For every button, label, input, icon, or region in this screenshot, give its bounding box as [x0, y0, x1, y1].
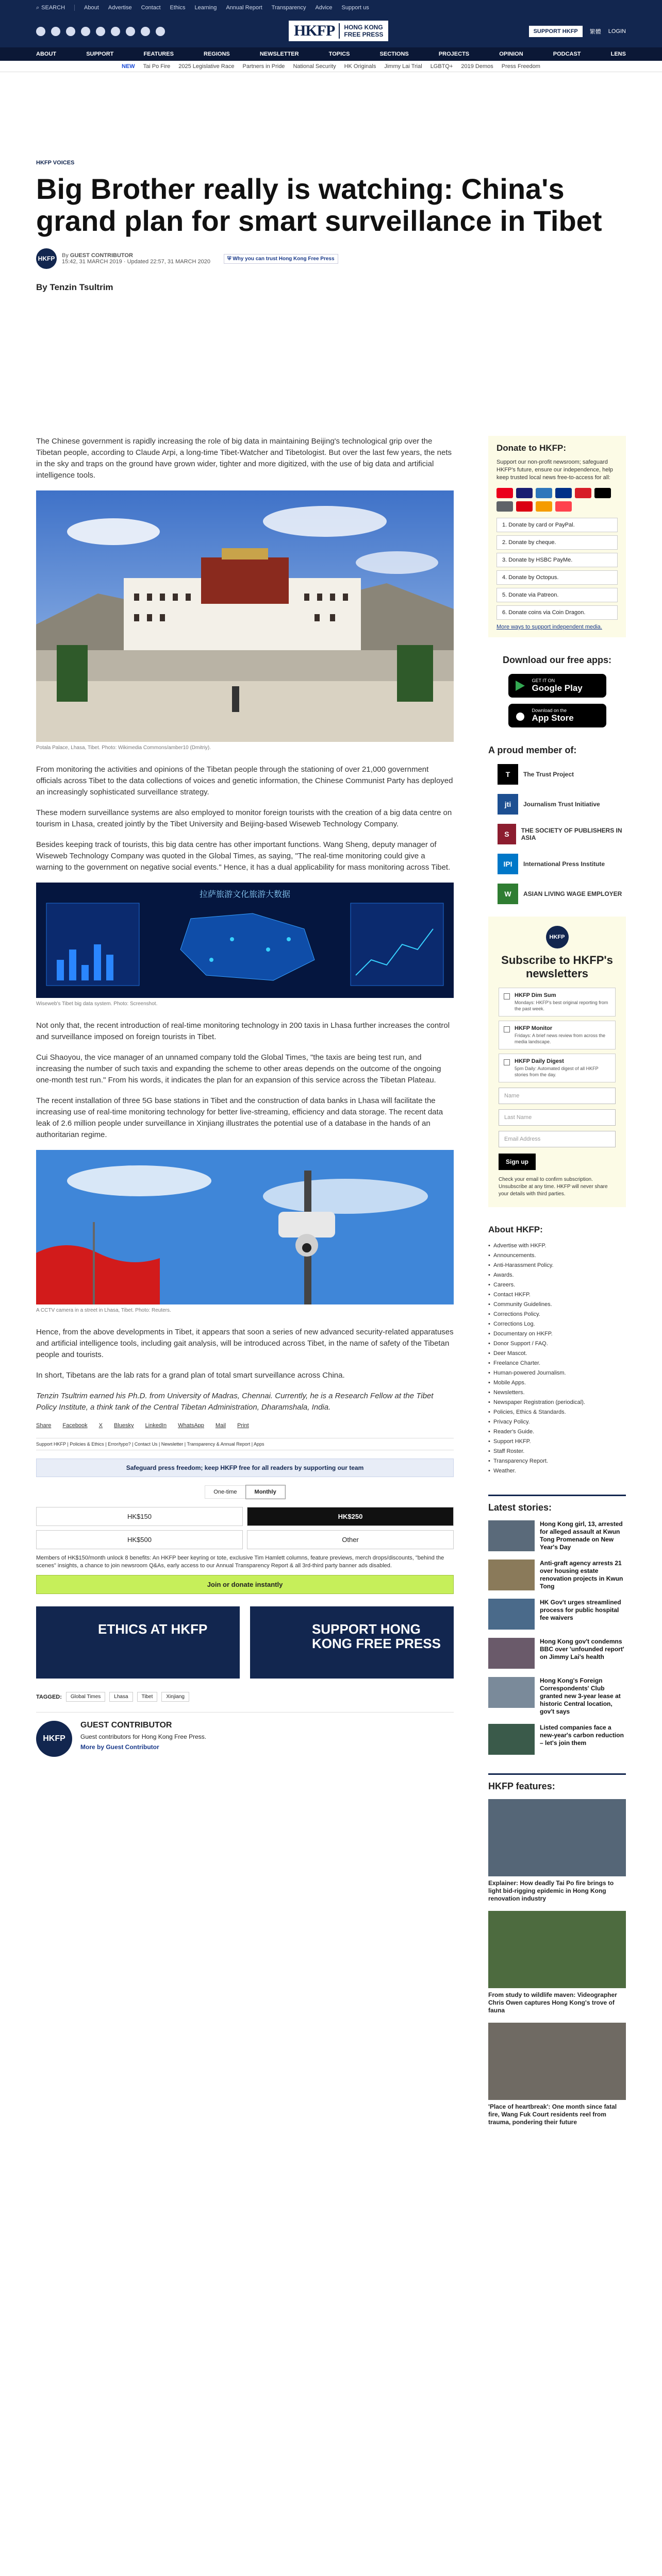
support-banner[interactable]: SUPPORT HONG KONG FREE PRESS: [250, 1606, 454, 1679]
about-link[interactable]: • Community Guidelines.: [488, 1300, 626, 1310]
patreon-icon: [555, 501, 572, 512]
about-link[interactable]: • Awards.: [488, 1270, 626, 1280]
about-link[interactable]: • Donor Support / FAQ.: [488, 1339, 626, 1349]
topbar-link-annual-report[interactable]: Annual Report: [226, 5, 262, 11]
policy-links[interactable]: Support HKFP | Policies & Ethics | Error/typo? | Contact Us | Newsletter | Transparency & Annual Report | Apps: [36, 1438, 454, 1450]
nav-lens[interactable]: LENS: [610, 51, 626, 57]
promo-banners: [36, 1606, 454, 1679]
donation-tiers: [36, 1507, 454, 1549]
story-thumbnail[interactable]: [488, 1560, 535, 1590]
nav-about[interactable]: ABOUT: [36, 51, 57, 57]
paragraph: These modern surveillance systems are also employed to monitor foreign tourists with the creation of a big data centre on tourism in Lhasa, created jointly by the Tibet University and Beijing-based Wiseweb Technology Company.: [36, 808, 452, 828]
checkbox[interactable]: [504, 1026, 510, 1032]
name-input[interactable]: Name: [499, 1088, 616, 1104]
avatar[interactable]: HKFP: [36, 248, 57, 269]
share-linkedin[interactable]: LinkedIn: [145, 1422, 167, 1429]
member-org[interactable]: IPI International Press Institute: [498, 854, 626, 874]
big-data-screenshot: [36, 883, 454, 998]
topbar-link-ethics[interactable]: Ethics: [170, 5, 186, 11]
about-link[interactable]: • Newspaper Registration (periodical).: [488, 1398, 626, 1408]
potala-photo: [36, 490, 454, 742]
language-switch[interactable]: 繁體: [589, 29, 601, 35]
octopus-icon: [536, 501, 552, 512]
about-link[interactable]: • Documentary on HKFP.: [488, 1329, 626, 1339]
nav-support[interactable]: SUPPORT: [86, 51, 114, 57]
trust-link[interactable]: ⛨ Why you can trust Hong Kong Free Press: [224, 254, 338, 264]
article-header: [36, 160, 626, 293]
share-bluesky[interactable]: Bluesky: [114, 1422, 134, 1429]
donate-option[interactable]: 1. Donate by card or PayPal.: [496, 518, 618, 532]
one-time-tab[interactable]: One-time: [205, 1485, 245, 1499]
cctv-illustration: [36, 1150, 454, 1304]
about-link[interactable]: • Newsletters.: [488, 1388, 626, 1398]
story-thumbnail[interactable]: [488, 1677, 535, 1708]
about-link[interactable]: • Staff Roster.: [488, 1447, 626, 1456]
google-play-icon: [515, 680, 526, 691]
latest-title: Latest stories:: [488, 1495, 626, 1513]
sidebar: [488, 436, 626, 2134]
about-link[interactable]: • Weather.: [488, 1466, 626, 1476]
story-thumbnail[interactable]: [488, 1520, 535, 1551]
tag[interactable]: Tibet: [137, 1692, 158, 1702]
telegram-icon[interactable]: [111, 27, 120, 36]
apps-title: Download our free apps:: [502, 655, 612, 665]
trending-bar: [0, 61, 662, 72]
story-item[interactable]: Hong Kong girl, 13, arrested for alleged assault at Kwun Tong Promenade on New Year's Day: [488, 1520, 626, 1551]
paragraph: The Chinese government is rapidly increasing the role of big data in maintaining Beijing's technological grip over the Tibetan people, according to Claude Arpi, a long-time Tibet-Watcher and Tibetologist. But over the last few years, the nets in the sky and traps on the ground have grown wider, tighter and more digitized, with the use of big data and artificial intelligence tools.: [36, 437, 452, 480]
mastercard-icon: [496, 488, 513, 498]
share-x[interactable]: X: [98, 1422, 103, 1429]
living-wage-icon: W: [498, 884, 518, 904]
feature-item[interactable]: 'Place of heartbreak': One month since fatal fire, Wang Fuk Court residents reel from trauma, pondering their future: [488, 2023, 626, 2126]
newsletter-title: Subscribe to HKFP's newsletters: [501, 954, 613, 980]
nav-regions[interactable]: REGIONS: [204, 51, 230, 57]
share-bar: [36, 1422, 454, 1429]
app-store-button[interactable]: Download on the App Store: [508, 704, 606, 727]
social-icons: [36, 27, 165, 36]
about-link[interactable]: • Support HKFP.: [488, 1437, 626, 1447]
paragraph: The recent installation of three 5G base stations in Tibet and the construction of data banks in Lhasa will facilitate the increasing use of real-time monitoring technology for better live-streaming, efficiency and data storage. The recent data leak of 2.6 million people under surveillance in Xinjiang illustrates the potential use of a database in the hands of an authoritarian regime.: [36, 1096, 443, 1139]
divider: [74, 5, 75, 11]
tag[interactable]: Xinjiang: [161, 1692, 189, 1702]
topbar-link-support[interactable]: Support us: [341, 5, 369, 11]
donate-title: Donate to HKFP:: [496, 443, 567, 453]
nav-podcast[interactable]: PODCAST: [553, 51, 581, 57]
trending-item[interactable]: 2019 Demos: [461, 63, 493, 70]
member-title: A proud member of:: [488, 745, 577, 755]
dashboard-title: 拉萨旅游文化旅游大数据: [199, 889, 291, 899]
donate-option[interactable]: 4. Donate by Octopus.: [496, 570, 618, 585]
member-org[interactable]: W ASIAN LIVING WAGE EMPLOYER: [498, 884, 626, 904]
topbar-link-about[interactable]: About: [84, 5, 99, 11]
checkbox[interactable]: [504, 1059, 510, 1065]
linkedin-icon[interactable]: [96, 27, 105, 36]
email-input[interactable]: Email Address: [499, 1131, 616, 1147]
checkbox[interactable]: [504, 993, 510, 999]
about-link[interactable]: • Careers.: [488, 1280, 626, 1290]
ipi-icon: IPI: [498, 854, 518, 874]
frequency-toggle: [36, 1485, 454, 1499]
trust-project-icon: T: [498, 764, 518, 785]
ethics-banner[interactable]: ETHICS AT HKFP: [36, 1606, 240, 1679]
feature-image[interactable]: [488, 1799, 626, 1876]
byline: HKFP By GUEST CONTRIBUTOR 15:42, 31 MARCH 2019 · Updated 22:57, 31 MARCH 2020 ⛨ Why you can trust Hong Kong Free Press: [36, 248, 626, 269]
unionpay-icon: [575, 488, 591, 498]
paragraph: Not only that, the recent introduction of real-time monitoring technology in 200 taxis in Lhasa further increases the control and surveillance imposed on foreign tourists in Tibet.: [36, 1021, 450, 1041]
payme-icon: [516, 501, 533, 512]
author-line: By Tenzin Tsultrim: [36, 282, 113, 292]
paypal-icon: [555, 488, 572, 498]
latest-stories: [488, 1495, 626, 1755]
about-link[interactable]: • Transparency Report.: [488, 1456, 626, 1466]
nav-projects[interactable]: PROJECTS: [438, 51, 470, 57]
article-kicker[interactable]: HKFP VOICES: [36, 160, 75, 166]
google-play-button[interactable]: GET IT ON Google Play: [508, 674, 606, 698]
about-link[interactable]: • Advertise with HKFP.: [488, 1241, 626, 1251]
brand-header: [0, 15, 662, 47]
newsletter-note: Check your email to confirm subscription. Unsubscribe at any time. HKFP will never share your details with third parties.: [499, 1177, 608, 1197]
photo-caption: Wiseweb's Tibet big data system. Photo: Screenshot.: [36, 1001, 158, 1007]
story-item[interactable]: Hong Kong gov't condemns BBC over 'unfounded report' on Jimmy Lai's health: [488, 1638, 626, 1669]
share-mail[interactable]: Mail: [215, 1422, 226, 1429]
about-link[interactable]: • Corrections Log.: [488, 1319, 626, 1329]
x-icon[interactable]: [51, 27, 60, 36]
paragraph: From monitoring the activities and opinions of the Tibetan people through the stationing of over 21,000 government officials across Tibet to the data collections of voices and genetic information, the Chinese Communist Party has deployed an increasingly sophisticated surveillance strategy.: [36, 765, 453, 796]
article-body: [36, 436, 454, 1757]
contributor-link[interactable]: GUEST CONTRIBUTOR: [70, 252, 133, 259]
article-dates: 15:42, 31 MARCH 2019 · Updated 22:57, 31 MARCH 2020: [62, 259, 210, 265]
share-print[interactable]: Print: [237, 1422, 249, 1429]
about-list: [488, 1241, 626, 1476]
donate-option[interactable]: 2. Donate by cheque.: [496, 535, 618, 550]
trending-item[interactable]: Partners in Pride: [242, 63, 285, 70]
hkfp-features: [488, 1773, 626, 2126]
about-link[interactable]: • Announcements.: [488, 1251, 626, 1261]
last-name-input[interactable]: Last Name: [499, 1109, 616, 1126]
feature-item[interactable]: Explainer: How deadly Tai Po fire brings to light bid-rigging epidemic in Hong Kong renovation industry: [488, 1799, 626, 1903]
about-link[interactable]: • Deer Mascot.: [488, 1349, 626, 1359]
share-facebook[interactable]: Facebook: [62, 1422, 88, 1429]
story-item[interactable]: Listed companies face a new-year's carbon reduction – let's join them: [488, 1724, 626, 1755]
about-link[interactable]: • Reader's Guide.: [488, 1427, 626, 1437]
trending-item[interactable]: Tai Po Fire: [143, 63, 171, 70]
login-link[interactable]: LOGIN: [608, 28, 626, 35]
rss-icon[interactable]: [141, 27, 150, 36]
story-thumbnail[interactable]: [488, 1599, 535, 1630]
paragraph: Besides keeping track of tourists, this big data centre has other important functions. Wang Sheng, deputy manager of Wiseweb Technology Company was quoted in the Global Times, as saying, "The real-time monitoring could give a warning to the government on negative social events." Hence, it has a dual applicability for mass monitoring across Tibet.: [36, 840, 451, 872]
threads-icon[interactable]: [126, 27, 135, 36]
about-link[interactable]: • Privacy Policy.: [488, 1417, 626, 1427]
about-widget: [488, 1225, 626, 1476]
about-link[interactable]: • Mobile Apps.: [488, 1378, 626, 1388]
tier-option[interactable]: HK$500: [36, 1530, 243, 1549]
story-item[interactable]: Anti-graft agency arrests 21 over housing estate renovation projects in Kwun Tong: [488, 1560, 626, 1590]
payment-icons: [496, 488, 618, 512]
monthly-tab[interactable]: Monthly: [246, 1485, 285, 1499]
youtube-icon[interactable]: [81, 27, 90, 36]
top-utility-bar: [0, 0, 662, 15]
topbar-link-advice[interactable]: Advice: [315, 5, 333, 11]
potala-illustration: [36, 490, 454, 742]
tag-list: TAGGED: Global Times Lhasa Tibet Xinjiang: [36, 1692, 454, 1702]
join-button[interactable]: Join or donate instantly: [36, 1575, 454, 1594]
amex-icon: [536, 488, 552, 498]
member-org[interactable]: T The Trust Project: [498, 764, 626, 785]
share-label: Share: [36, 1422, 52, 1429]
nav-newsletter[interactable]: NEWSLETTER: [259, 51, 299, 57]
member-org[interactable]: S THE SOCIETY OF PUBLISHERS IN ASIA: [498, 824, 626, 844]
cctv-photo: [36, 1150, 454, 1304]
story-thumbnail[interactable]: [488, 1724, 535, 1755]
dashboard-illustration: [36, 883, 454, 998]
newsletter-option[interactable]: HKFP Dim Sum Mondays: HKFP's best original reporting from the past week.: [499, 988, 616, 1016]
about-link[interactable]: • Human-powered Journalism.: [488, 1368, 626, 1378]
support-hkfp-button[interactable]: SUPPORT HKFP: [529, 26, 583, 37]
donate-widget: [488, 436, 626, 637]
topbar-link-advertise[interactable]: Advertise: [108, 5, 132, 11]
author-box: [36, 1712, 454, 1757]
google-pay-icon: [496, 501, 513, 512]
trending-item[interactable]: HK Originals: [344, 63, 376, 70]
topbar-link-contact[interactable]: Contact: [141, 5, 161, 11]
about-link[interactable]: • Contact HKFP.: [488, 1290, 626, 1300]
feature-image[interactable]: [488, 1911, 626, 1988]
instagram-icon[interactable]: [66, 27, 75, 36]
trending-item[interactable]: Jimmy Lai Trial: [384, 63, 422, 70]
paragraph: Cui Shaoyou, the vice manager of an unnamed company told the Global Times, "the taxis are being test run, and increasing the number of such taxis and expanding the scheme to other areas depends on the outcome of the ongoing one-month test run." From his words, it indicates the plan for an expansion of this service across the Tibetan Plateau.: [36, 1053, 441, 1084]
safeguard-banner: Safeguard press freedom; keep HKFP free for all readers by supporting our team: [36, 1459, 454, 1477]
share-whatsapp[interactable]: WhatsApp: [178, 1422, 204, 1429]
donate-intro: Support our non-profit newsroom; safeguard HKFP's future, ensure our independence, help keep trusted local news free-to-access for all:: [496, 459, 613, 481]
hkfp-logo[interactable]: HKFP HONG KONG FREE PRESS: [289, 21, 388, 41]
photo-caption: A CCTV camera in a street in Lhasa, Tibet. Photo: Reuters.: [36, 1308, 171, 1313]
story-item[interactable]: HK Gov't urges streamlined process for public hospital fee waivers: [488, 1599, 626, 1630]
shield-icon: ⛨: [227, 256, 233, 262]
nav-topics[interactable]: TOPICS: [328, 51, 350, 57]
visa-icon: [516, 488, 533, 498]
tag[interactable]: Lhasa: [109, 1692, 133, 1702]
donate-option[interactable]: 3. Donate by HSBC PayMe.: [496, 553, 618, 567]
about-title: About HKFP:: [488, 1225, 543, 1234]
sopa-icon: S: [498, 824, 516, 844]
topbar-link-transparency[interactable]: Transparency: [271, 5, 306, 11]
apple-pay-icon: [594, 488, 611, 498]
author-bio: Tenzin Tsultrim earned his Ph.D. from University of Madras, Chennai. Currently, he is a Research Fellow at the Tibet Policy Institute, a think tank of the Central Tibetan Administration, Dharamshala, India.: [36, 1392, 434, 1412]
trending-item[interactable]: LGBTQ+: [430, 63, 453, 70]
photo-caption: Potala Palace, Lhasa, Tibet. Photo: Wikimedia Commons/amber10 (Dmitriy).: [36, 745, 211, 751]
trending-item[interactable]: Press Freedom: [501, 63, 540, 70]
newsletter-option[interactable]: HKFP Monitor Fridays: A brief news review from across the media landscape.: [499, 1021, 616, 1049]
author-avatar[interactable]: HKFP: [36, 1721, 72, 1757]
more-by-author-link[interactable]: More by Guest Contributor: [80, 1743, 159, 1751]
newsletter-widget: [488, 917, 626, 1207]
donate-option[interactable]: 5. Donate via Patreon.: [496, 588, 618, 602]
author-name[interactable]: GUEST CONTRIBUTOR: [80, 1721, 172, 1730]
search-link[interactable]: ⌕ SEARCH: [36, 4, 65, 11]
search-icon: ⌕: [36, 4, 40, 11]
jti-icon: jti: [498, 794, 518, 815]
tier-option[interactable]: Other: [247, 1530, 454, 1549]
about-link[interactable]: • Policies, Ethics & Standards.: [488, 1408, 626, 1417]
feature-item[interactable]: From study to wildlife maven: Videographer Chris Owen captures Hong Kong's trove of fauna: [488, 1911, 626, 2014]
nav-opinion[interactable]: OPINION: [499, 51, 523, 57]
membership-text: Members of HK$150/month unlock 8 benefits: An HKFP beer keyring or tote, exclusive Tim Hamlett columns, feature previews, merch drops/discounts, "behind the scenes" insights, a chance to join newsroom Q&As, early access to our Annual Transparency Report & all 3rd-third party banner ads disabled.: [36, 1555, 444, 1569]
paragraph: Hence, from the above developments in Tibet, it appears that soon a series of new advanced security-related apparatuses and artificial intelligence tools, including gait analysis, will be introduced across Tibet, in the name of safety of the Tibetan people and tourists.: [36, 1328, 454, 1359]
story-item[interactable]: Hong Kong's Foreign Correspondents' Club granted new 3-year lease at historic Central location, gov't says: [488, 1677, 626, 1716]
trending-item[interactable]: National Security: [293, 63, 336, 70]
newsletter-badge: HKFP: [546, 926, 569, 948]
trending-item[interactable]: 2025 Legislative Race: [178, 63, 235, 70]
about-link[interactable]: • Corrections Policy.: [488, 1310, 626, 1319]
nav-features[interactable]: FEATURES: [143, 51, 174, 57]
newsletter-option[interactable]: HKFP Daily Digest 5pm Daily: Automated digest of all HKFP stories from the day.: [499, 1054, 616, 1082]
tag[interactable]: Global Times: [66, 1692, 105, 1702]
apple-icon: [515, 710, 526, 721]
story-thumbnail[interactable]: [488, 1638, 535, 1669]
about-link[interactable]: • Freelance Charter.: [488, 1359, 626, 1368]
donate-option[interactable]: 6. Donate coins via Coin Dragon.: [496, 605, 618, 620]
topbar-link-learning[interactable]: Learning: [194, 5, 217, 11]
about-link[interactable]: • Anti-Harassment Policy.: [488, 1261, 626, 1270]
features-title: HKFP features:: [488, 1773, 626, 1792]
more-ways-link[interactable]: More ways to support independent media.: [496, 624, 602, 630]
member-org[interactable]: jti Journalism Trust Initiative: [498, 794, 626, 815]
article-title: Big Brother really is watching: China's grand plan for smart surveillance in Tibet: [36, 173, 602, 237]
main-nav: [0, 47, 662, 61]
bluesky-icon[interactable]: [156, 27, 165, 36]
facebook-icon[interactable]: [36, 27, 45, 36]
tier-option[interactable]: HK$150: [36, 1507, 243, 1526]
feature-image[interactable]: [488, 2023, 626, 2100]
author-desc: Guest contributors for Hong Kong Free Press.: [80, 1733, 207, 1740]
signup-button[interactable]: Sign up: [499, 1154, 536, 1170]
tier-option-selected[interactable]: HK$250: [247, 1507, 454, 1526]
paragraph: In short, Tibetans are the lab rats for a grand plan of total smart surveillance across China.: [36, 1371, 345, 1380]
nav-sections[interactable]: SECTIONS: [379, 51, 409, 57]
trending-label: NEW: [122, 63, 135, 70]
